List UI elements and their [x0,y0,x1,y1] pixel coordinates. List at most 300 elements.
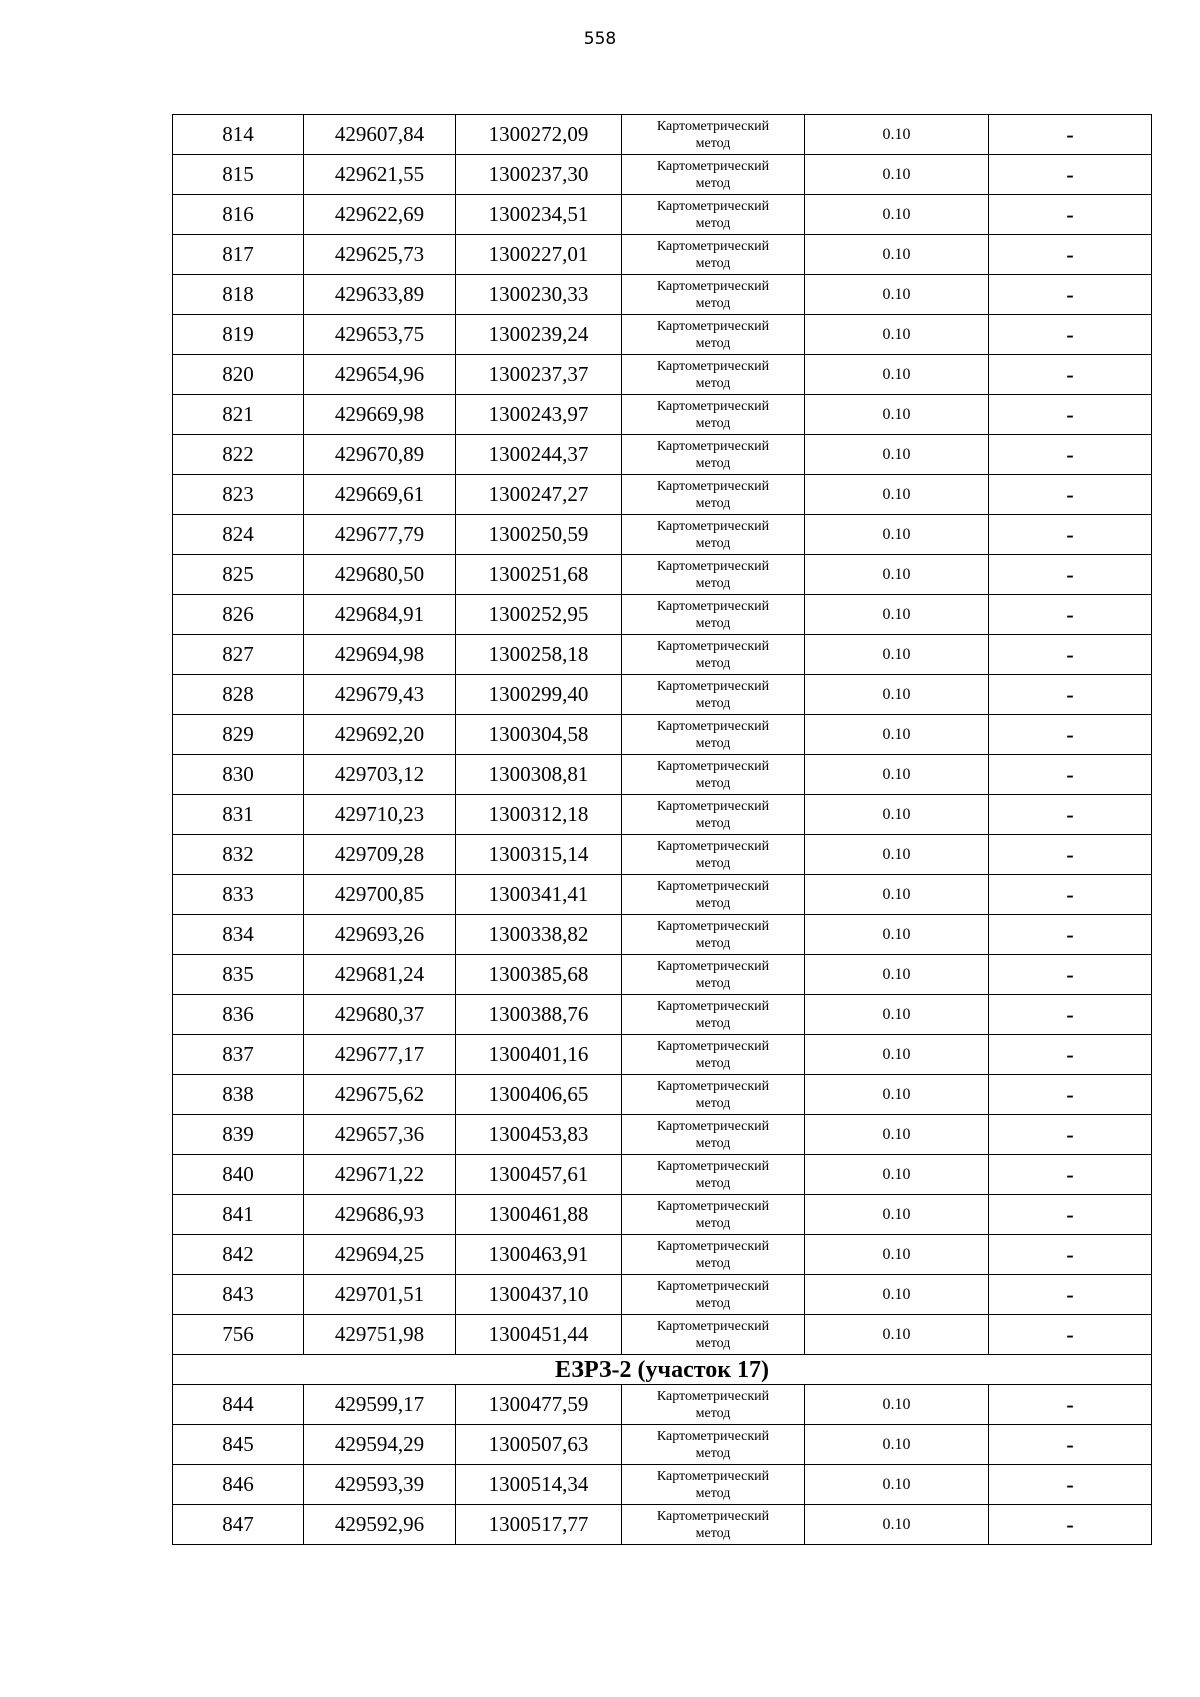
accuracy: 0.10 [805,1465,989,1505]
table-row [173,395,1152,435]
method-cell [622,235,805,275]
accuracy: 0.10 [805,435,989,475]
point-number: 827 [173,635,304,675]
table-row [173,1425,1152,1465]
point-number: 829 [173,715,304,755]
note: - [989,915,1152,955]
note: - [989,835,1152,875]
method-line-1: Картометрический [656,238,770,254]
coordinate-x: 429677,79 [304,515,456,555]
accuracy: 0.10 [805,555,989,595]
accuracy: 0.10 [805,1075,989,1115]
method-cell [622,1155,805,1195]
point-number: 837 [173,1035,304,1075]
method-cell [622,315,805,355]
coordinate-x: 429709,28 [304,835,456,875]
point-number: 816 [173,195,304,235]
note: - [989,235,1152,275]
method-line-1: Картометрический [656,718,770,734]
coordinate-x: 429680,50 [304,555,456,595]
coordinate-y: 1300437,10 [456,1275,622,1315]
accuracy: 0.10 [805,1425,989,1465]
coordinate-x: 429622,69 [304,195,456,235]
method-cell [622,155,805,195]
table-row [173,275,1152,315]
method-line-1: Картометрический [656,518,770,534]
coordinate-y: 1300453,83 [456,1115,622,1155]
coordinate-y: 1300477,59 [456,1385,622,1425]
coordinate-y: 1300517,77 [456,1505,622,1545]
accuracy: 0.10 [805,355,989,395]
point-number: 833 [173,875,304,915]
coordinate-y: 1300247,27 [456,475,622,515]
point-number: 824 [173,515,304,555]
accuracy: 0.10 [805,955,989,995]
point-number: 847 [173,1505,304,1545]
note: - [989,275,1152,315]
accuracy: 0.10 [805,275,989,315]
table-row [173,355,1152,395]
coordinate-x: 429679,43 [304,675,456,715]
table-row [173,195,1152,235]
point-number: 820 [173,355,304,395]
coordinate-y: 1300243,97 [456,395,622,435]
point-number: 844 [173,1385,304,1425]
coordinate-y: 1300272,09 [456,115,622,155]
note: - [989,755,1152,795]
method-line-2: метод [695,895,731,911]
accuracy: 0.10 [805,835,989,875]
table-body-section-points [173,1385,1152,1545]
table-row [173,955,1152,995]
accuracy: 0.10 [805,915,989,955]
table-row [173,435,1152,475]
note: - [989,315,1152,355]
method-line-2: метод [695,1095,731,1111]
method-line-2: метод [695,975,731,991]
note: - [989,635,1152,675]
accuracy: 0.10 [805,115,989,155]
accuracy: 0.10 [805,995,989,1035]
point-number: 819 [173,315,304,355]
method-cell [622,1075,805,1115]
point-number: 826 [173,595,304,635]
method-line-1: Картометрический [656,758,770,774]
point-number: 840 [173,1155,304,1195]
coordinate-y: 1300457,61 [456,1155,622,1195]
note: - [989,195,1152,235]
point-number: 825 [173,555,304,595]
table-row [173,835,1152,875]
note: - [989,115,1152,155]
method-line-2: метод [695,1175,731,1191]
method-line-1: Картометрический [656,118,770,134]
coordinate-x: 429625,73 [304,235,456,275]
method-line-2: метод [695,815,731,831]
method-line-2: метод [695,855,731,871]
method-cell [622,795,805,835]
method-cell [622,1275,805,1315]
note: - [989,555,1152,595]
table-body-points [173,115,1152,1355]
note: - [989,1425,1152,1465]
method-line-2: метод [695,295,731,311]
accuracy: 0.10 [805,1505,989,1545]
accuracy: 0.10 [805,1195,989,1235]
note: - [989,515,1152,555]
method-line-1: Картометрический [656,1388,770,1404]
method-line-2: метод [695,1405,731,1421]
note: - [989,355,1152,395]
method-line-2: метод [695,935,731,951]
table-body-section [173,1355,1152,1385]
method-line-1: Картометрический [656,1318,770,1334]
table-row [173,875,1152,915]
table-row [173,315,1152,355]
point-number: 836 [173,995,304,1035]
point-number: 838 [173,1075,304,1115]
table-row [173,1465,1152,1505]
coordinate-x: 429592,96 [304,1505,456,1545]
method-line-2: метод [695,375,731,391]
coordinate-y: 1300312,18 [456,795,622,835]
coordinate-y: 1300304,58 [456,715,622,755]
coordinate-y: 1300514,34 [456,1465,622,1505]
method-cell [622,1235,805,1275]
method-cell [622,1465,805,1505]
note: - [989,395,1152,435]
coordinate-y: 1300239,24 [456,315,622,355]
method-cell [622,835,805,875]
table-row [173,635,1152,675]
accuracy: 0.10 [805,1035,989,1075]
coordinate-y: 1300299,40 [456,675,622,715]
coordinate-x: 429677,17 [304,1035,456,1075]
method-line-1: Картометрический [656,158,770,174]
coordinate-x: 429669,98 [304,395,456,435]
coordinate-x: 429675,62 [304,1075,456,1115]
accuracy: 0.10 [805,795,989,835]
coordinate-y: 1300338,82 [456,915,622,955]
coordinate-y: 1300251,68 [456,555,622,595]
method-line-1: Картометрический [656,958,770,974]
method-line-1: Картометрический [656,398,770,414]
table-row [173,755,1152,795]
table-row [173,515,1152,555]
note: - [989,475,1152,515]
method-line-1: Картометрический [656,998,770,1014]
point-number: 756 [173,1315,304,1355]
method-line-1: Картометрический [656,1078,770,1094]
note: - [989,675,1152,715]
method-cell [622,755,805,795]
coordinate-x: 429694,25 [304,1235,456,1275]
method-line-2: метод [695,175,731,191]
point-number: 815 [173,155,304,195]
table-row [173,475,1152,515]
method-line-2: метод [695,1135,731,1151]
coordinate-x: 429693,26 [304,915,456,955]
coordinate-y: 1300401,16 [456,1035,622,1075]
coordinate-x: 429681,24 [304,955,456,995]
accuracy: 0.10 [805,515,989,555]
coordinate-y: 1300341,41 [456,875,622,915]
coordinate-x: 429700,85 [304,875,456,915]
table-row [173,1155,1152,1195]
table-row [173,795,1152,835]
method-cell [622,555,805,595]
note: - [989,1235,1152,1275]
accuracy: 0.10 [805,875,989,915]
method-cell [622,1425,805,1465]
accuracy: 0.10 [805,235,989,275]
coordinate-y: 1300451,44 [456,1315,622,1355]
coordinate-y: 1300385,68 [456,955,622,995]
accuracy: 0.10 [805,395,989,435]
method-line-2: метод [695,1015,731,1031]
coordinate-y: 1300308,81 [456,755,622,795]
method-cell [622,595,805,635]
table-row [173,115,1152,155]
coordinate-x: 429669,61 [304,475,456,515]
table-row [173,1385,1152,1425]
note: - [989,1385,1152,1425]
table-row [173,995,1152,1035]
method-line-2: метод [695,135,731,151]
method-cell [622,395,805,435]
method-line-2: метод [695,255,731,271]
coordinates-table [172,114,1152,1545]
coordinate-x: 429654,96 [304,355,456,395]
method-line-1: Картометрический [656,278,770,294]
page-number: 558 [583,29,617,49]
coordinate-x: 429599,17 [304,1385,456,1425]
accuracy: 0.10 [805,155,989,195]
point-number: 830 [173,755,304,795]
method-line-2: метод [695,775,731,791]
method-line-2: метод [695,1255,731,1271]
method-line-1: Картометрический [656,1238,770,1254]
accuracy: 0.10 [805,475,989,515]
note: - [989,595,1152,635]
table-row [173,1505,1152,1545]
coordinate-x: 429686,93 [304,1195,456,1235]
coordinate-x: 429657,36 [304,1115,456,1155]
method-cell [622,115,805,155]
coordinate-x: 429694,98 [304,635,456,675]
method-line-1: Картометрический [656,478,770,494]
method-line-1: Картометрический [656,438,770,454]
note: - [989,715,1152,755]
coordinate-x: 429594,29 [304,1425,456,1465]
note: - [989,435,1152,475]
point-number: 821 [173,395,304,435]
coordinate-x: 429671,22 [304,1155,456,1195]
method-cell [622,1115,805,1155]
point-number: 823 [173,475,304,515]
coordinate-x: 429633,89 [304,275,456,315]
note: - [989,155,1152,195]
method-cell [622,1385,805,1425]
section-title: ЕЗРЗ-2 (участок 17) [173,1355,1152,1385]
coordinate-y: 1300463,91 [456,1235,622,1275]
coordinate-x: 429680,37 [304,995,456,1035]
note: - [989,1035,1152,1075]
point-number: 828 [173,675,304,715]
coordinate-y: 1300406,65 [456,1075,622,1115]
table-row [173,1075,1152,1115]
method-line-2: метод [695,735,731,751]
method-cell [622,1315,805,1355]
accuracy: 0.10 [805,1385,989,1425]
method-line-1: Картометрический [656,1038,770,1054]
coordinate-x: 429607,84 [304,115,456,155]
table-row [173,235,1152,275]
method-line-1: Картометрический [656,1468,770,1484]
table-row [173,915,1152,955]
method-line-2: метод [695,575,731,591]
method-cell [622,515,805,555]
method-line-1: Картометрический [656,1428,770,1444]
note: - [989,955,1152,995]
method-cell [622,715,805,755]
coordinate-y: 1300250,59 [456,515,622,555]
coordinate-x: 429751,98 [304,1315,456,1355]
method-line-2: метод [695,455,731,471]
point-number: 843 [173,1275,304,1315]
table-row [173,675,1152,715]
coordinate-x: 429621,55 [304,155,456,195]
point-number: 839 [173,1115,304,1155]
coordinate-y: 1300315,14 [456,835,622,875]
method-cell [622,1195,805,1235]
coordinate-x: 429710,23 [304,795,456,835]
point-number: 818 [173,275,304,315]
method-line-1: Картометрический [656,838,770,854]
method-line-2: метод [695,655,731,671]
coordinate-y: 1300461,88 [456,1195,622,1235]
method-line-2: метод [695,535,731,551]
method-line-1: Картометрический [656,318,770,334]
coordinate-y: 1300252,95 [456,595,622,635]
section-header-row [173,1355,1152,1385]
table-row [173,1235,1152,1275]
accuracy: 0.10 [805,755,989,795]
method-line-1: Картометрический [656,1278,770,1294]
table-row [173,555,1152,595]
note: - [989,1315,1152,1355]
accuracy: 0.10 [805,1275,989,1315]
point-number: 831 [173,795,304,835]
method-cell [622,195,805,235]
method-line-2: метод [695,1335,731,1351]
method-line-1: Картометрический [656,678,770,694]
method-line-1: Картометрический [656,598,770,614]
coordinate-x: 429653,75 [304,315,456,355]
method-cell [622,955,805,995]
coordinate-y: 1300230,33 [456,275,622,315]
method-cell [622,995,805,1035]
method-cell [622,675,805,715]
note: - [989,1465,1152,1505]
table-row [173,1275,1152,1315]
point-number: 822 [173,435,304,475]
method-line-2: метод [695,1215,731,1231]
coordinate-y: 1300244,37 [456,435,622,475]
method-line-1: Картометрический [656,1118,770,1134]
method-cell [622,915,805,955]
method-line-2: метод [695,1445,731,1461]
point-number: 817 [173,235,304,275]
method-line-1: Картометрический [656,798,770,814]
table-row [173,1035,1152,1075]
note: - [989,1075,1152,1115]
accuracy: 0.10 [805,315,989,355]
method-line-2: метод [695,1485,731,1501]
method-line-2: метод [695,1055,731,1071]
accuracy: 0.10 [805,1235,989,1275]
accuracy: 0.10 [805,715,989,755]
method-line-2: метод [695,335,731,351]
method-cell [622,435,805,475]
point-number: 842 [173,1235,304,1275]
note: - [989,995,1152,1035]
method-line-2: метод [695,1525,731,1541]
method-line-1: Картометрический [656,558,770,574]
method-cell [622,1505,805,1545]
note: - [989,1275,1152,1315]
table-row [173,1315,1152,1355]
method-line-2: метод [695,695,731,711]
method-line-1: Картометрический [656,1508,770,1524]
table-row [173,1195,1152,1235]
accuracy: 0.10 [805,1115,989,1155]
method-cell [622,355,805,395]
accuracy: 0.10 [805,635,989,675]
method-line-1: Картометрический [656,918,770,934]
coordinate-y: 1300237,37 [456,355,622,395]
coordinate-y: 1300237,30 [456,155,622,195]
note: - [989,1115,1152,1155]
table-row [173,595,1152,635]
method-line-2: метод [695,615,731,631]
point-number: 845 [173,1425,304,1465]
note: - [989,875,1152,915]
method-line-1: Картометрический [656,878,770,894]
table-row [173,715,1152,755]
coordinate-y: 1300227,01 [456,235,622,275]
point-number: 834 [173,915,304,955]
method-line-2: метод [695,215,731,231]
coordinate-y: 1300507,63 [456,1425,622,1465]
method-line-1: Картометрический [656,638,770,654]
method-cell [622,875,805,915]
method-line-2: метод [695,1295,731,1311]
note: - [989,1195,1152,1235]
point-number: 835 [173,955,304,995]
method-line-1: Картометрический [656,1198,770,1214]
note: - [989,1155,1152,1195]
accuracy: 0.10 [805,195,989,235]
method-line-1: Картометрический [656,198,770,214]
coordinate-y: 1300388,76 [456,995,622,1035]
method-line-2: метод [695,495,731,511]
method-line-1: Картометрический [656,1158,770,1174]
coordinate-x: 429692,20 [304,715,456,755]
note: - [989,795,1152,835]
method-cell [622,275,805,315]
coordinate-x: 429684,91 [304,595,456,635]
